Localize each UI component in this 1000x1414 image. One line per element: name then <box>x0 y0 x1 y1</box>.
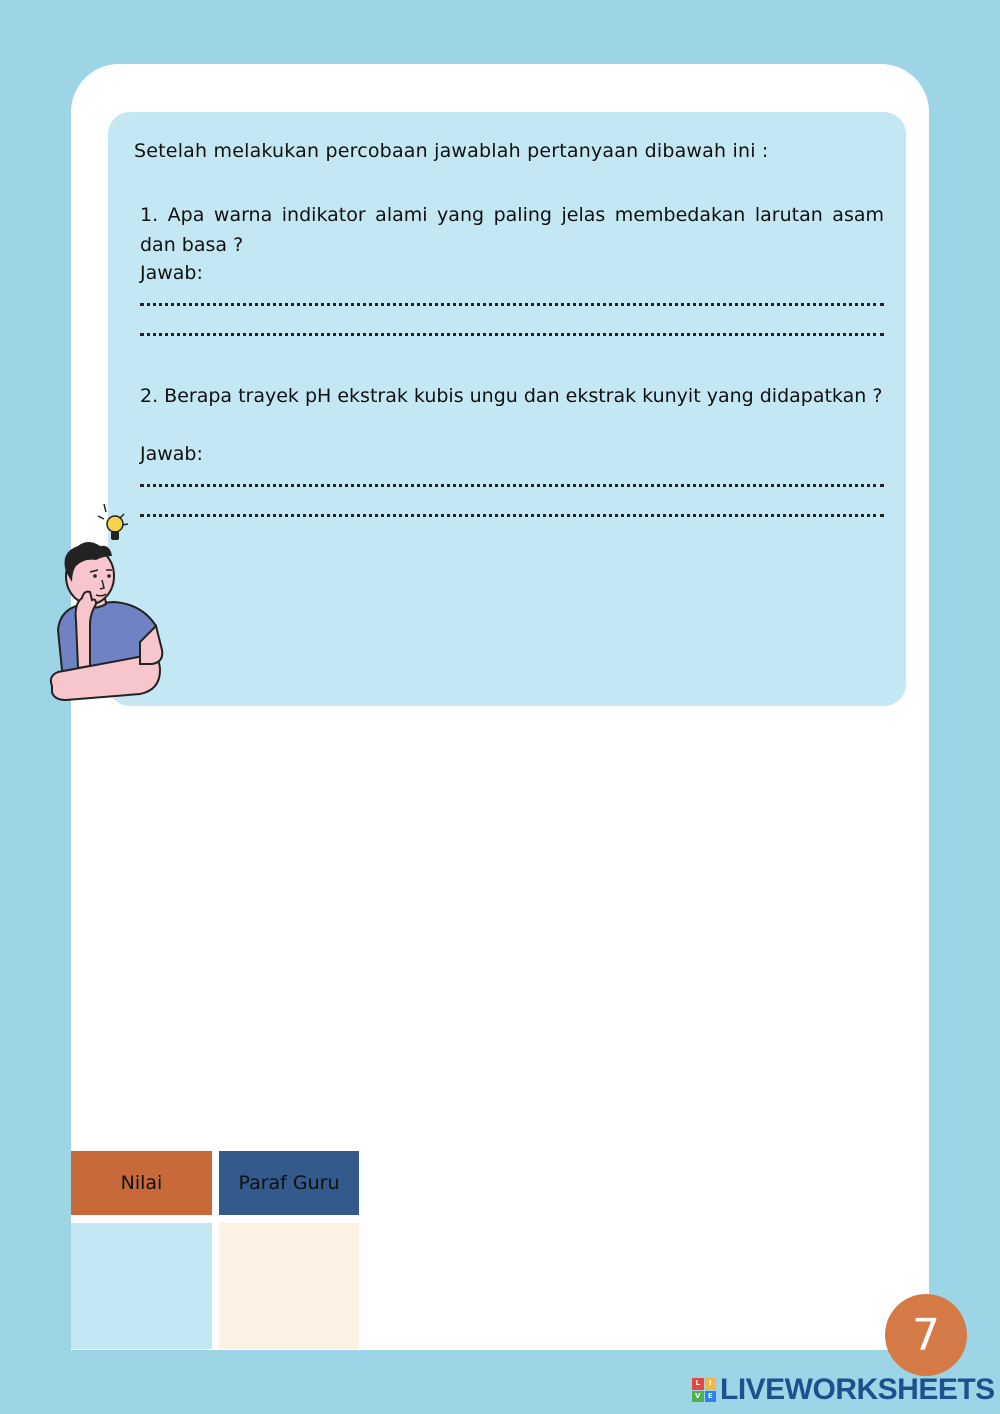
liveworksheets-logo-icon: L I V E <box>692 1378 716 1402</box>
signature-label: Paraf Guru <box>238 1172 340 1194</box>
score-label: Nilai <box>120 1172 163 1194</box>
question-1-text: 1. Apa warna indikator alami yang paling jelas membedakan larutan asam dan basa ? <box>140 204 884 256</box>
page-number: 7 <box>912 1309 940 1361</box>
question-2-text: 2. Berapa trayek pH ekstrak kubis ungu dan ekstrak kunyit yang didapatkan ? <box>140 385 883 407</box>
score-field[interactable] <box>71 1223 212 1349</box>
instruction-text: Setelah melakukan percobaan jawablah pertanyaan dibawah ini : <box>134 140 769 162</box>
question-2-answer-line-1[interactable] <box>140 484 884 487</box>
page-number-badge <box>885 1294 967 1376</box>
question-1-answer-line-1[interactable] <box>140 303 884 306</box>
question-2-answer-label: Jawab: <box>140 443 203 465</box>
brand-name: LIVEWORKSHEETS <box>720 1373 995 1406</box>
thinking-person-icon <box>44 500 174 710</box>
signature-field[interactable] <box>219 1223 359 1349</box>
signature-header <box>219 1151 359 1215</box>
question-2-answer-line-2[interactable] <box>140 514 884 517</box>
question-1-answer-label: Jawab: <box>140 262 203 284</box>
score-header <box>71 1151 212 1215</box>
question-1-answer-line-2[interactable] <box>140 333 884 336</box>
lightbulb-icon <box>98 504 128 540</box>
liveworksheets-brand <box>692 1372 995 1408</box>
